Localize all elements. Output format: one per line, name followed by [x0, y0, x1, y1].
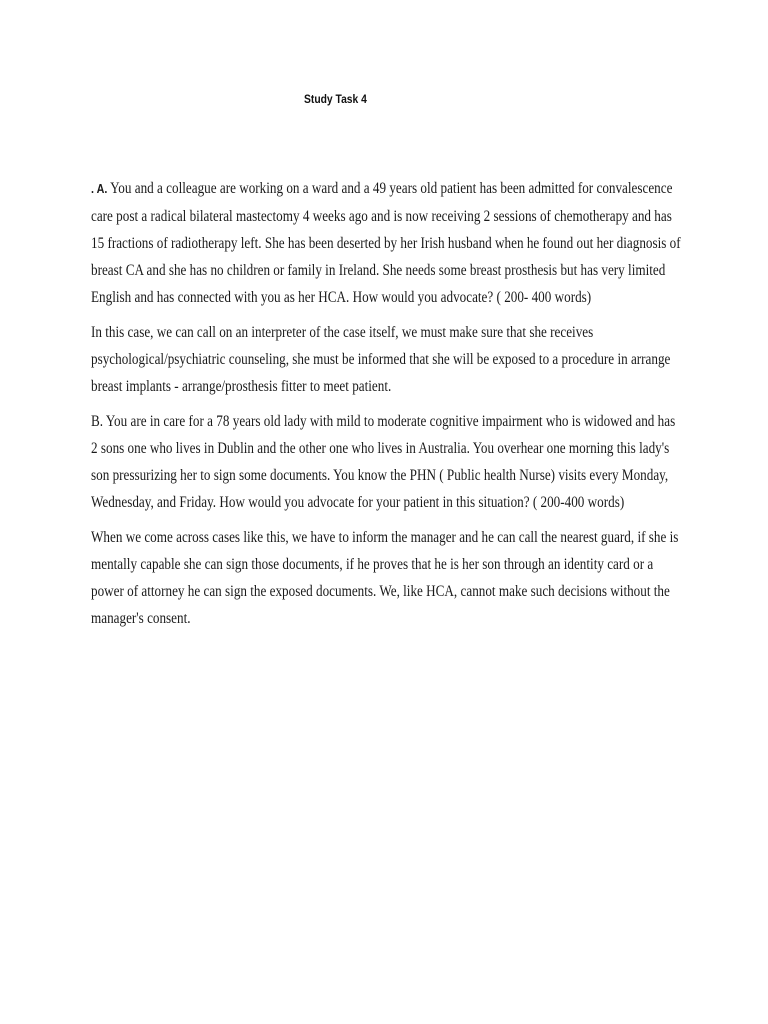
answer-a-paragraph: In this case, we can call on an interpreter of the case itself, we must make sure that she receives psychological/psychiatric counseling, she must be informed that she will be exposed to a procedure in arrange breast implants - arrange/prosthesis fitter to meet patient. [91, 324, 671, 395]
question-b-paragraph: B. You are in care for a 78 years old lady with mild to moderate cognitive impairment who is widowed and has 2 sons one who lives in Dublin and the other one who lives in Australia. You overhear one morning this lady's son pressurizing her to sign some documents. You know the PHN ( Public health Nurse) visits every Monday, Wednesday, and Friday. How would you advocate for your patient in this situation? ( 200-400 words) [91, 413, 676, 511]
document-title: Study Task 4 [304, 92, 367, 106]
question-a-text: You and a colleague are working on a ward and a 49 years old patient has been admitted for convalescence care post a radical bilateral mastectomy 4 weeks ago and is now receiving 2 sessions of chemotherapy and has 15 fractions of radiotherapy left. She has been deserted by her Irish husband when he found out her diagnosis of breast CA and she has no children or family in Ireland. She needs some breast prosthesis but has very limited English and has connected with you as her HCA. How would you advocate? ( 200- 400 words) [91, 180, 681, 306]
answer-b-paragraph: When we come across cases like this, we have to inform the manager and he can call the nearest guard, if she is mentally capable she can sign those documents, if he proves that he is her son through an identity card or a power of attorney he can sign the exposed documents. We, like HCA, cannot make such decisions without the manager's consent. [91, 529, 679, 627]
question-a-paragraph [91, 175, 684, 311]
question-a-lead: . A. [91, 182, 108, 196]
document-body [91, 175, 684, 640]
